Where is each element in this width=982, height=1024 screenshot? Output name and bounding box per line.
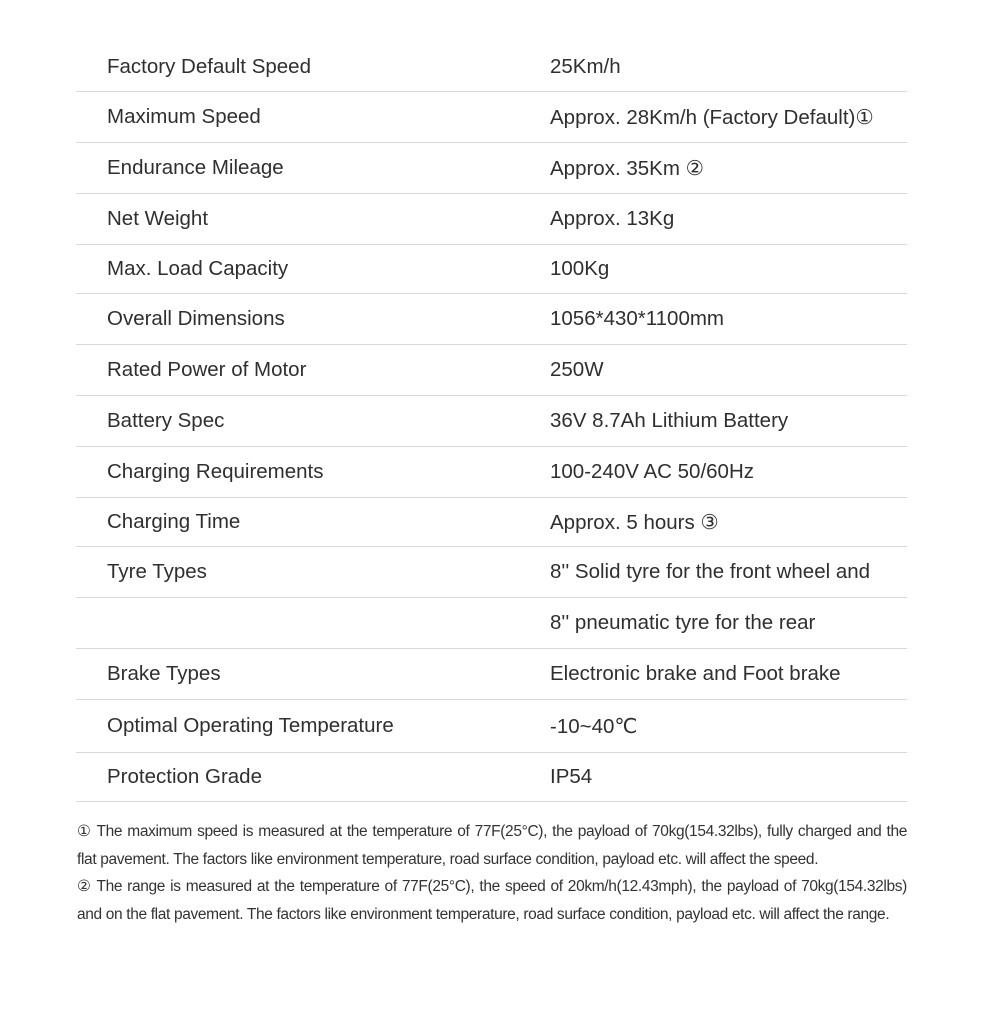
spec-value: 100-240V AC 50/60Hz [550, 460, 754, 483]
spec-table [76, 43, 907, 802]
spec-value: Approx. 35Km ② [550, 156, 704, 180]
spec-label: Endurance Mileage [107, 156, 284, 179]
spec-label: Tyre Types [107, 560, 207, 583]
spec-label: Max. Load Capacity [107, 257, 289, 280]
spec-value: -10~40℃ [550, 714, 638, 738]
spec-label: Brake Types [107, 662, 221, 685]
spec-row [76, 649, 907, 700]
spec-label: Optimal Operating Temperature [107, 714, 394, 737]
spec-value: 250W [550, 358, 604, 381]
spec-value: IP54 [550, 765, 593, 788]
spec-label: Maximum Speed [107, 105, 261, 128]
spec-label: Charging Requirements [107, 460, 324, 483]
spec-value: Approx. 13Kg [550, 207, 675, 230]
spec-label: Protection Grade [107, 765, 262, 788]
spec-row [76, 194, 907, 245]
spec-row [76, 43, 907, 92]
spec-value: 36V 8.7Ah Lithium Battery [550, 409, 789, 432]
spec-row [76, 294, 907, 345]
spec-row [76, 498, 907, 547]
spec-label: Factory Default Speed [107, 55, 311, 78]
footnotes [77, 818, 907, 928]
spec-label: Net Weight [107, 207, 209, 230]
spec-label: Battery Spec [107, 409, 225, 432]
spec-row [76, 345, 907, 396]
spec-value: Approx. 28Km/h (Factory Default)① [550, 105, 874, 129]
spec-row [76, 447, 907, 498]
spec-value: Approx. 5 hours ③ [550, 510, 719, 534]
footnote: ① The maximum speed is measured at the temperature of 77F(25°C), the payload of 70kg(154.32lbs), fully charged and the flat pavement. The factors like environment temperature, road surface condition, payload etc. will affect the speed. [77, 823, 907, 868]
spec-value: 8'' Solid tyre for the front wheel and [550, 560, 871, 583]
spec-row [76, 396, 907, 447]
spec-value: 100Kg [550, 257, 610, 280]
footnote: ② The range is measured at the temperature of 77F(25°C), the speed of 20km/h(12.43mph), the payload of 70kg(154.32lbs) and on the flat pavement. The factors like environment temperature, road surface condition, payload etc. will affect the range. [77, 878, 907, 923]
spec-row [76, 245, 907, 294]
spec-row [76, 598, 907, 649]
spec-label: Charging Time [107, 510, 241, 533]
spec-label: Overall Dimensions [107, 307, 285, 330]
spec-value: Electronic brake and Foot brake [550, 662, 841, 685]
spec-value: 25Km/h [550, 55, 621, 78]
spec-row [76, 700, 907, 753]
spec-value: 8'' pneumatic tyre for the rear [550, 611, 816, 634]
spec-label: Rated Power of Motor [107, 358, 307, 381]
spec-row [76, 753, 907, 802]
spec-row [76, 92, 907, 143]
spec-value: 1056*430*1100mm [550, 307, 724, 330]
spec-row [76, 143, 907, 194]
spec-row [76, 547, 907, 598]
